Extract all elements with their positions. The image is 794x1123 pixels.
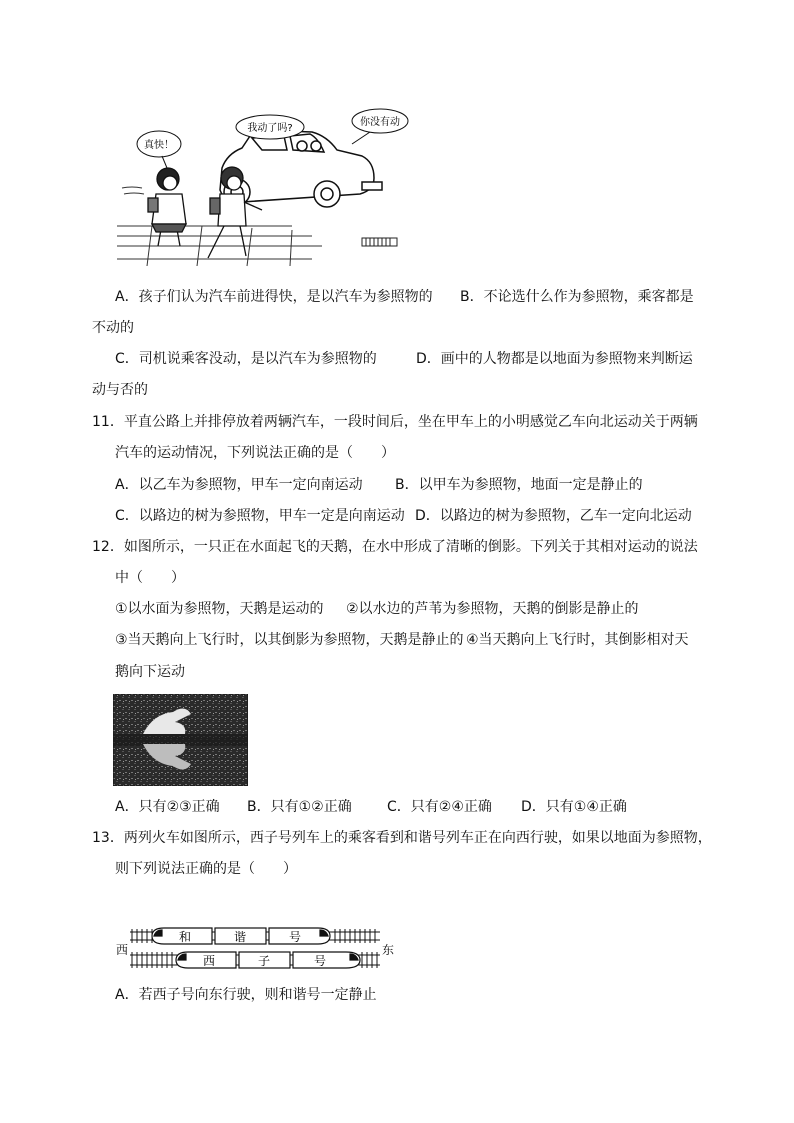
bubble-kids-text: 真快！ xyxy=(144,140,174,151)
q13-stem-line2: 则下列说法正确的是（ ） xyxy=(115,861,297,877)
q11-option-d: D．以路边的树为参照物，乙车一定向北运动 xyxy=(415,508,692,524)
q12-option-d: D．只有①④正确 xyxy=(521,799,627,815)
drain-grate xyxy=(362,238,397,246)
speech-bubble-driver xyxy=(352,109,408,144)
q12-option-a: A．只有②③正确 xyxy=(115,799,220,815)
q11-option-c: C．以路边的树为参照物，甲车一定是向南运动 xyxy=(115,508,405,524)
bubble-driver-text: 你没有动 xyxy=(360,117,400,128)
figure-swan-photo xyxy=(113,694,248,786)
train-hexie-car-2: 谐 xyxy=(233,930,247,944)
q13-stem-line1: 13．两列火车如图所示，西子号列车上的乘客看到和谐号列车正在向西行驶，如果以地面为参照物， xyxy=(92,830,712,846)
train-xizi-car-1: 西 xyxy=(202,954,216,968)
train-hexie-car-3: 号 xyxy=(288,930,302,944)
direction-west: 西 xyxy=(116,943,129,957)
train-xizi-car-3: 号 xyxy=(313,954,327,968)
q11-stem-line2: 汽车的运动情况，下列说法正确的是（ ） xyxy=(115,445,395,461)
q12-stem-line1: 12．如图所示，一只正在水面起飞的天鹅，在水中形成了清晰的倒影。下列关于其相对运动的说法 xyxy=(92,539,698,555)
q10-option-c: C．司机说乘客没动，是以汽车为参照物的 xyxy=(115,351,377,367)
q11-stem-line1: 11．平直公路上并排停放着两辆汽车，一段时间后，坐在甲车上的小明感觉乙车向北运动关于两辆 xyxy=(92,414,698,430)
q11-option-a: A．以乙车为参照物，甲车一定向南运动 xyxy=(115,477,363,493)
motion-lines xyxy=(122,187,144,194)
q12-statement-2: ②以水边的芦苇为参照物，天鹅的倒影是静止的 xyxy=(346,601,639,617)
kid-girl xyxy=(148,168,186,246)
q12-option-c: C．只有②④正确 xyxy=(387,799,492,815)
q12-stem-line2: 中（ ） xyxy=(115,570,185,586)
train-xizi-car-2: 子 xyxy=(257,954,271,968)
q12-statement-1: ①以水面为参照物，天鹅是运动的 xyxy=(115,601,324,617)
bubble-passenger-text: 我动了吗? xyxy=(247,123,293,134)
figure-two-trains xyxy=(130,924,380,974)
train-hexie-car-1: 和 xyxy=(178,930,192,944)
direction-east: 东 xyxy=(382,943,395,957)
q13-option-a: A．若西子号向东行驶，则和谐号一定静止 xyxy=(115,987,377,1003)
q10-option-d-line2: 动与否的 xyxy=(92,382,148,398)
figure-car-and-kids xyxy=(112,106,412,272)
speech-bubble-kids xyxy=(137,131,181,168)
q10-option-d-line1: D．画中的人物都是以地面为参照物来判断运 xyxy=(416,351,693,367)
q12-statement-3: ③当天鹅向上飞行时，以其倒影为参照物，天鹅是静止的 xyxy=(115,632,464,648)
q12-statement-4-line2: 鹅向下运动 xyxy=(115,664,185,680)
q10-option-b-line2: 不动的 xyxy=(92,320,134,336)
ground-lines xyxy=(117,226,322,266)
speech-bubble-passenger xyxy=(236,115,304,139)
q12-option-b: B．只有①②正确 xyxy=(247,799,352,815)
q10-option-a: A．孩子们认为汽车前进得快，是以汽车为参照物的 xyxy=(115,289,433,305)
q10-option-b-line1: B．不论选什么作为参照物，乘客都是 xyxy=(460,289,694,305)
q12-statement-4-line1: ④当天鹅向上飞行时，其倒影相对天 xyxy=(466,632,689,648)
q11-option-b: B．以甲车为参照物，地面一定是静止的 xyxy=(395,477,643,493)
